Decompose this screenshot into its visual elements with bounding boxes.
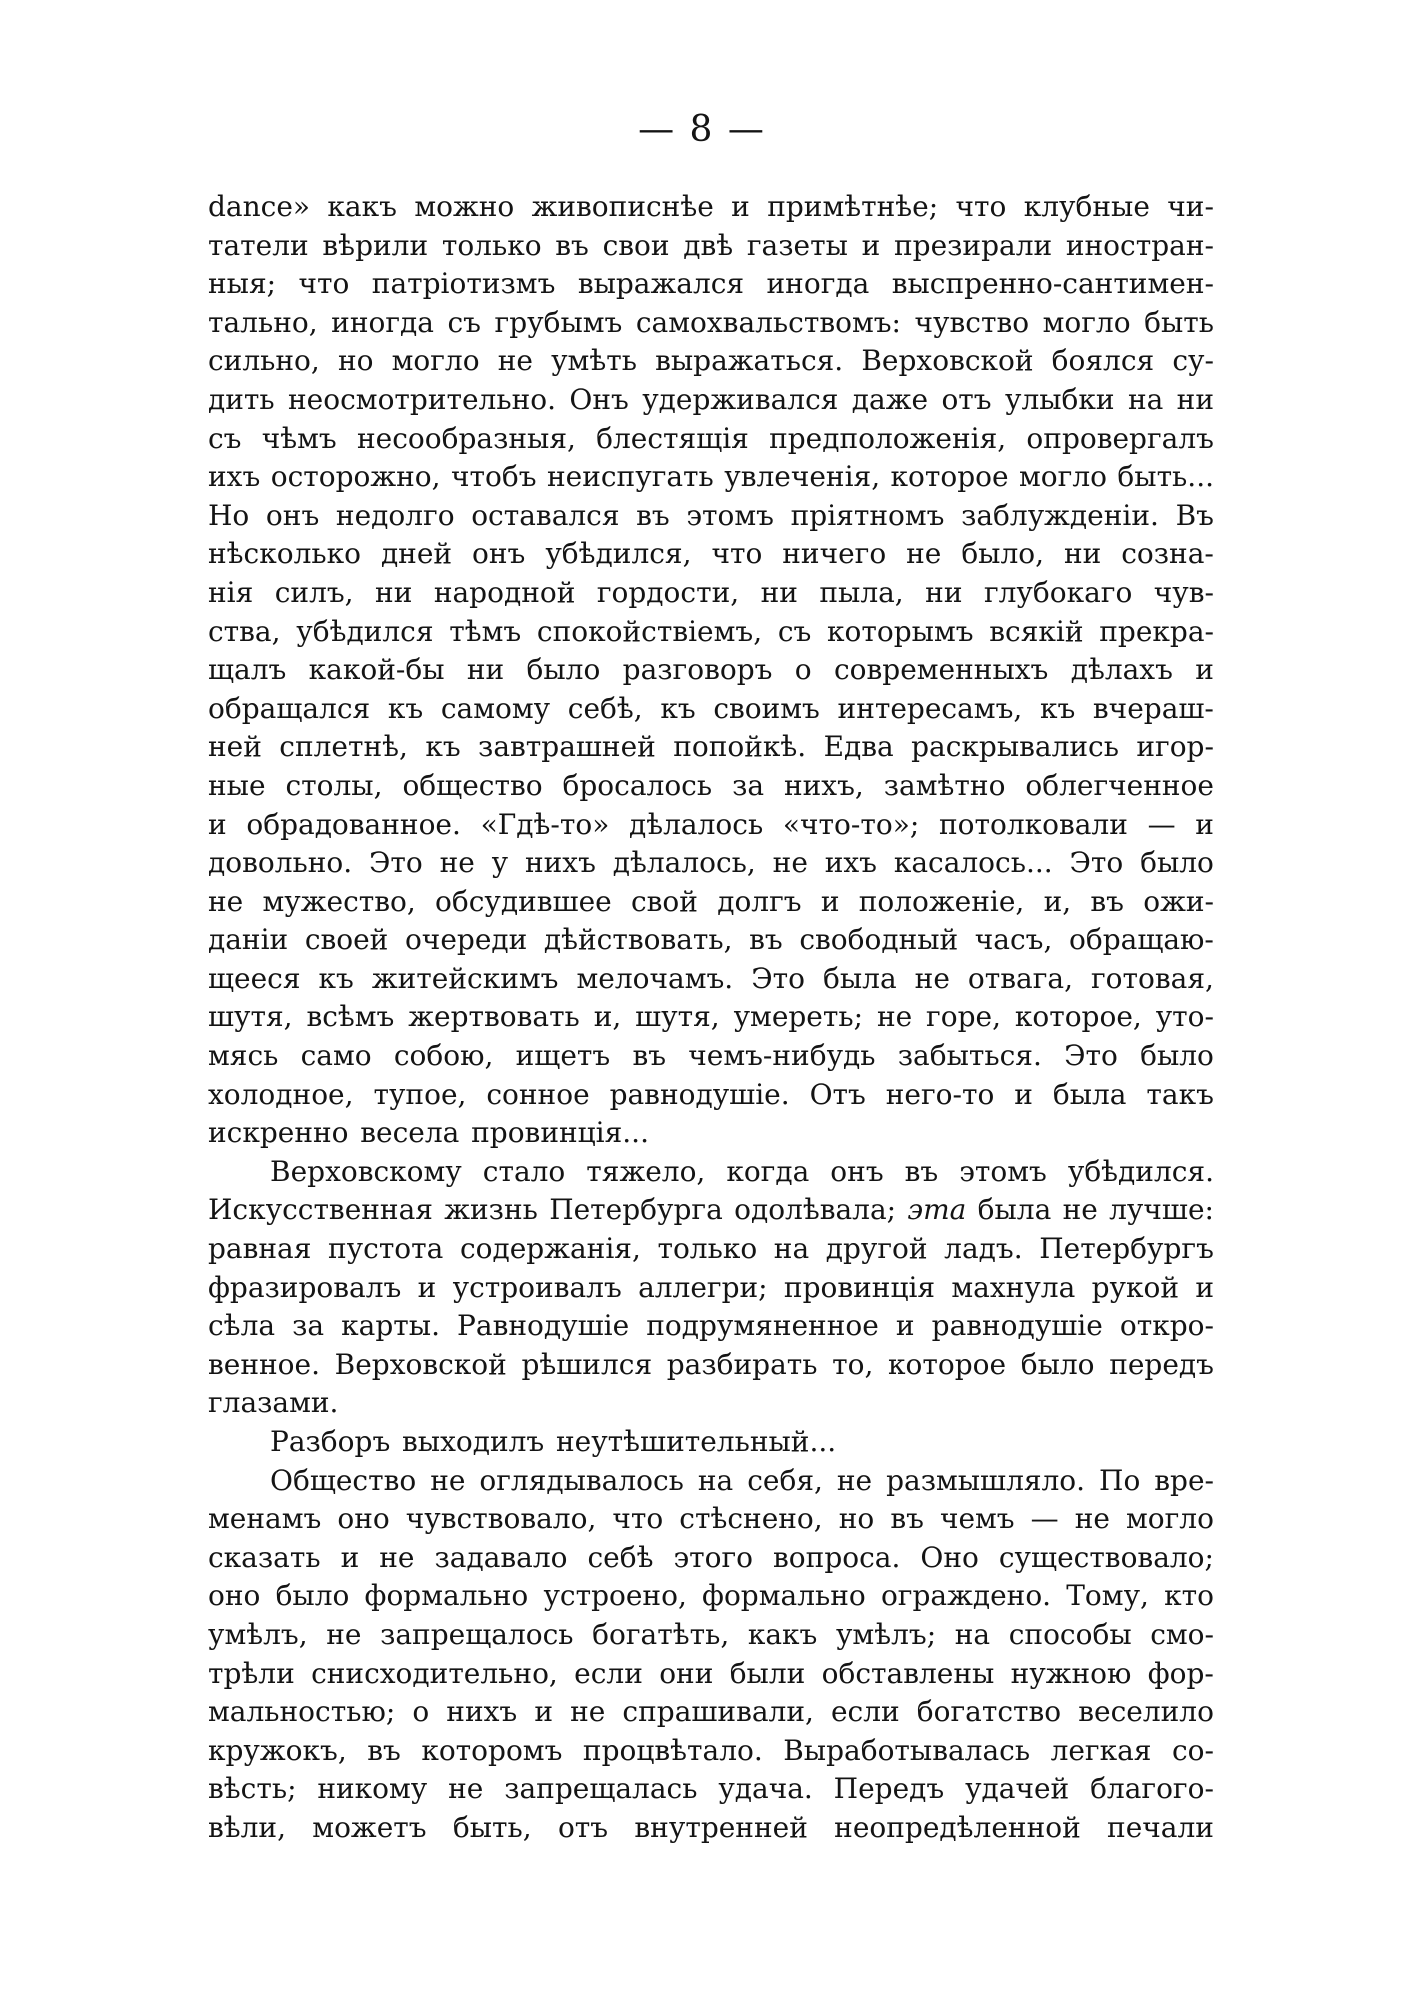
text-line: трѣли снисходительно, если они были обставлены нужною фор- bbox=[208, 1656, 1214, 1690]
text-line: сѣла за карты. Равнодушіе подрумяненное и равнодушіе откро- bbox=[208, 1309, 1214, 1343]
text-line: щалъ какой-бы ни было разговоръ о современныхъ дѣлахъ и bbox=[208, 653, 1214, 687]
text-line: съ чѣмъ несообразныя, блестящія предположенія, опровергалъ bbox=[208, 421, 1214, 455]
text-line: мальностью; о нихъ и не спрашивали, если богатство веселило bbox=[208, 1695, 1214, 1729]
text-line: Общество не оглядывалось на себя, не размышляло. По вре- bbox=[270, 1463, 1214, 1497]
text-line: ней сплетнѣ, къ завтрашней попойкѣ. Едва раскрывались игор- bbox=[208, 730, 1214, 764]
text-line: холодное, тупое, сонное равнодушіе. Отъ него-то и была такъ bbox=[208, 1077, 1214, 1111]
text-line: dance» какъ можно живописнѣе и примѣтнѣе; что клубные чи- bbox=[208, 190, 1214, 223]
text-line: нѣсколько дней онъ убѣдился, что ничего не было, ни созна- bbox=[208, 537, 1214, 571]
text-line: вѣли, можетъ быть, отъ внутренней неопредѣленной печали bbox=[208, 1810, 1214, 1844]
text-line: сильно, но могло не умѣть выражаться. Верховской боялся су- bbox=[208, 344, 1214, 378]
text-line: не мужество, обсудившее свой долгъ и положеніе, и, въ ожи- bbox=[208, 884, 1214, 918]
text-line: умѣлъ, не запрещалось богатѣть, какъ умѣлъ; на способы смо- bbox=[208, 1617, 1214, 1651]
text-line: Верховскому стало тяжело, когда онъ въ этомъ убѣдился. bbox=[270, 1154, 1214, 1188]
text-line: нія силъ, ни народной гордости, ни пыла, ни глубокаго чув- bbox=[208, 575, 1214, 609]
text-line: Разборъ выходилъ неутѣшительный... bbox=[270, 1425, 837, 1458]
text-line: довольно. Это не у нихъ дѣлалось, не ихъ касалось... Это было bbox=[208, 846, 1214, 880]
text-line: кружокъ, въ которомъ процвѣтало. Выработывалась легкая со- bbox=[208, 1733, 1214, 1767]
body-text bbox=[208, 188, 1214, 1848]
text-line: искренно весела провинція... bbox=[208, 1116, 649, 1150]
text-line: Но онъ недолго оставался въ этомъ пріятномъ заблужденіи. Въ bbox=[208, 498, 1214, 532]
text-line: шутя, всѣмъ жертвовать и, шутя, умереть; не горе, которое, уто- bbox=[208, 1000, 1214, 1034]
text-line: оно было формально устроено, формально ограждено. Тому, кто bbox=[208, 1579, 1214, 1613]
page-number: — 8 — bbox=[638, 109, 766, 150]
text-line: сказать и не задавало себѣ этого вопроса. Оно существовало; bbox=[208, 1540, 1214, 1574]
text-line: ныя; что патріотизмъ выражался иногда выспренно-сантимен- bbox=[208, 267, 1214, 301]
text-line: равная пустота содержанія, только на другой ладъ. Петербургъ bbox=[208, 1232, 1214, 1266]
text-line: обращался къ самому себѣ, къ своимъ интересамъ, къ вчераш- bbox=[208, 691, 1214, 725]
text-line: фразировалъ и устроивалъ аллегри; провинція махнула рукой и bbox=[208, 1270, 1214, 1304]
text-line: тально, иногда съ грубымъ самохвальствомъ: чувство могло быть bbox=[208, 305, 1214, 339]
text-line: дить неосмотрительно. Онъ удерживался даже отъ улыбки на ни bbox=[208, 382, 1214, 416]
text-line: и обрадованное. «Гдѣ-то» дѣлалось «что-то»; потолковали — и bbox=[208, 807, 1214, 841]
text-line: менамъ оно чувствовало, что стѣснено, но въ чемъ — не могло bbox=[208, 1502, 1214, 1536]
text-line: вѣсть; никому не запрещалась удача. Передъ удачей благого- bbox=[208, 1772, 1214, 1806]
text-line: ихъ осторожно, чтобъ неиспугать увлеченія, которое могло быть... bbox=[208, 460, 1214, 494]
text-line: мясь само собою, ищетъ въ чемъ-нибудь забыться. Это было bbox=[208, 1039, 1214, 1073]
text-line: глазами. bbox=[208, 1386, 339, 1420]
text-line: ства, убѣдился тѣмъ спокойствіемъ, съ которымъ всякій прекра- bbox=[208, 614, 1214, 648]
text-line: венное. Верховской рѣшился разбирать то, которое было передъ bbox=[208, 1347, 1214, 1381]
text-line: Искусственная жизнь Петербурга одолѣвала; эта была не лучше: bbox=[208, 1193, 1214, 1227]
text-line: щееся къ житейскимъ мелочамъ. Это была не отвага, готовая, bbox=[208, 961, 1214, 995]
text-line: ные столы, общество бросалось за нихъ, замѣтно облегченное bbox=[208, 768, 1214, 802]
text-line: татели вѣрили только въ свои двѣ газеты и презирали иностран- bbox=[208, 228, 1214, 262]
text-line: даніи своей очереди дѣйствовать, въ свободный часъ, обращаю- bbox=[208, 923, 1214, 957]
